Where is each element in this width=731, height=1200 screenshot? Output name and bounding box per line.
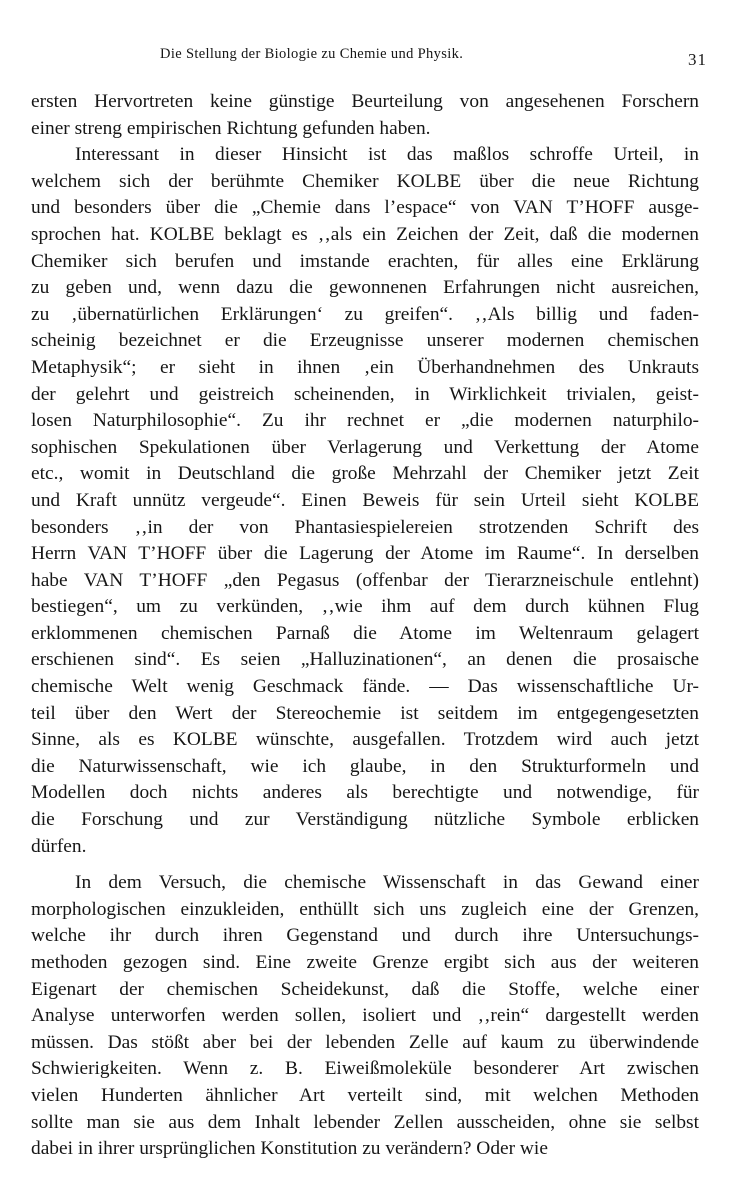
text-line: vielen Hunderten ähnlicher Art verteilt sind, mit welchen Methoden: [31, 1084, 699, 1106]
text-line: Chemiker sich berufen und imstande erachten, für alles eine Erklärung: [31, 250, 699, 272]
text-line: chemische Welt wenig Geschmack fände. — Das wissenschaftliche Ur-: [31, 676, 699, 698]
text-line: dabei in ihrer ursprünglichen Konstitution zu verändern? Oder wie: [31, 1138, 548, 1160]
paragraph-2: [31, 142, 699, 860]
text-line: sollte man sie aus dem Inhalt lebender Zellen ausscheiden, ohne sie selbst: [31, 1111, 699, 1133]
text-line: Metaphysik“; er sieht in ihnen ‚ein Überhandnehmen des Unkrauts: [31, 356, 699, 378]
text-line: zu geben und, wenn dazu die gewonnenen Erfahrungen nicht ausreichen,: [31, 277, 699, 299]
text-line: etc., womit in Deutschland die große Mehrzahl der Chemiker jetzt Zeit: [31, 463, 699, 485]
text-line: Schwierigkeiten. Wenn z. B. Eiweißmoleküle besonderer Art zwischen: [31, 1058, 699, 1080]
text-line: methoden gezogen sind. Eine zweite Grenze ergibt sich aus der weiteren: [31, 952, 699, 973]
text-line: Eigenart der chemischen Scheidekunst, daß die Stoffe, welche einer: [31, 978, 699, 1000]
text-line: die Forschung und zur Verständigung nützliche Symbole erblicken: [31, 809, 699, 831]
text-line: und besonders über die „Chemie dans l’espace“ von VAN T’HOFF ausge-: [31, 197, 699, 219]
text-line: sprochen hat. KOLBE beklagt es ‚‚als ein Zeichen der Zeit, daß die modernen: [31, 223, 699, 245]
text-line: einer streng empirischen Richtung gefunden haben.: [31, 117, 431, 139]
text-line: scheinig bezeichnet er die Erzeugnisse unserer modernen chemischen: [31, 330, 699, 352]
text-line: erklommenen chemischen Parnaß die Atome im Weltenraum gelagert: [31, 622, 699, 644]
text-line: In dem Versuch, die chemische Wissenschaft in das Gewand einer: [75, 872, 699, 894]
text-line: teil über den Wert der Stereochemie ist seitdem im entgegengesetzten: [31, 702, 699, 724]
text-line: dürfen.: [31, 835, 87, 857]
text-line: und Kraft unnütz vergeude“. Einen Beweis für sein Urteil sieht KOLBE: [31, 489, 699, 511]
text-line: morphologischen einzukleiden, enthüllt sich uns zugleich eine der Grenzen,: [31, 898, 699, 920]
text-line: sophischen Spekulationen über Verlagerung und Verkettung der Atome: [31, 436, 699, 458]
text-line: Interessant in dieser Hinsicht ist das maßlos schroffe Urteil, in: [75, 144, 699, 166]
text-line: Modellen doch nichts anderes als berechtigte und notwendige, für: [31, 782, 699, 804]
text-line: müssen. Das stößt aber bei der lebenden Zelle auf kaum zu überwindende: [31, 1031, 699, 1053]
text-line: besonders ‚‚in der von Phantasiespielereien strotzenden Schrift des: [31, 516, 699, 538]
text-line: welche ihr durch ihren Gegenstand und durch ihre Untersuchungs-: [31, 925, 699, 947]
text-line: die Naturwissenschaft, wie ich glaube, in den Strukturformeln und: [31, 755, 699, 777]
text-line: Analyse unterworfen werden sollen, isoliert und ‚‚rein“ dargestellt werden: [31, 1005, 699, 1027]
running-header: [0, 40, 731, 76]
running-title: Die Stellung der Biologie zu Chemie und Physik.: [160, 46, 464, 62]
text-line: der gelehrt und geistreich scheinenden, in Wirklichkeit trivialen, geist-: [31, 383, 699, 405]
text-line: erschienen sind“. Es seien „Halluzinationen“, an denen die prosaische: [31, 649, 699, 671]
text-line: bestiegen“, um zu verkünden, ‚‚wie ihm auf dem durch kühnen Flug: [31, 596, 699, 618]
text-line: Herrn VAN T’HOFF über die Lagerung der Atome im Raume“. In derselben: [31, 543, 699, 565]
text-line: losen Naturphilosophie“. Zu ihr rechnet er „die modernen naturphilo-: [31, 410, 699, 432]
paragraph-spacer: [31, 860, 699, 870]
text-line: zu ‚übernatürlichen Erklärungen‘ zu greifen“. ‚‚Als billig und faden-: [31, 303, 699, 325]
text-line: ersten Hervortreten keine günstige Beurteilung von angesehenen Forschern: [31, 91, 699, 112]
paragraph-1: [31, 89, 699, 142]
body-text: [31, 89, 699, 1163]
text-line: Sinne, als es KOLBE wünschte, ausgefallen. Trotzdem wird auch jetzt: [31, 729, 699, 751]
text-line: habe VAN T’HOFF „den Pegasus (offenbar der Tierarzneischule entlehnt): [31, 569, 699, 591]
text-line: welchem sich der berühmte Chemiker KOLBE über die neue Richtung: [31, 170, 699, 192]
paragraph-3: [31, 870, 699, 1163]
page-number: 31: [688, 50, 707, 69]
